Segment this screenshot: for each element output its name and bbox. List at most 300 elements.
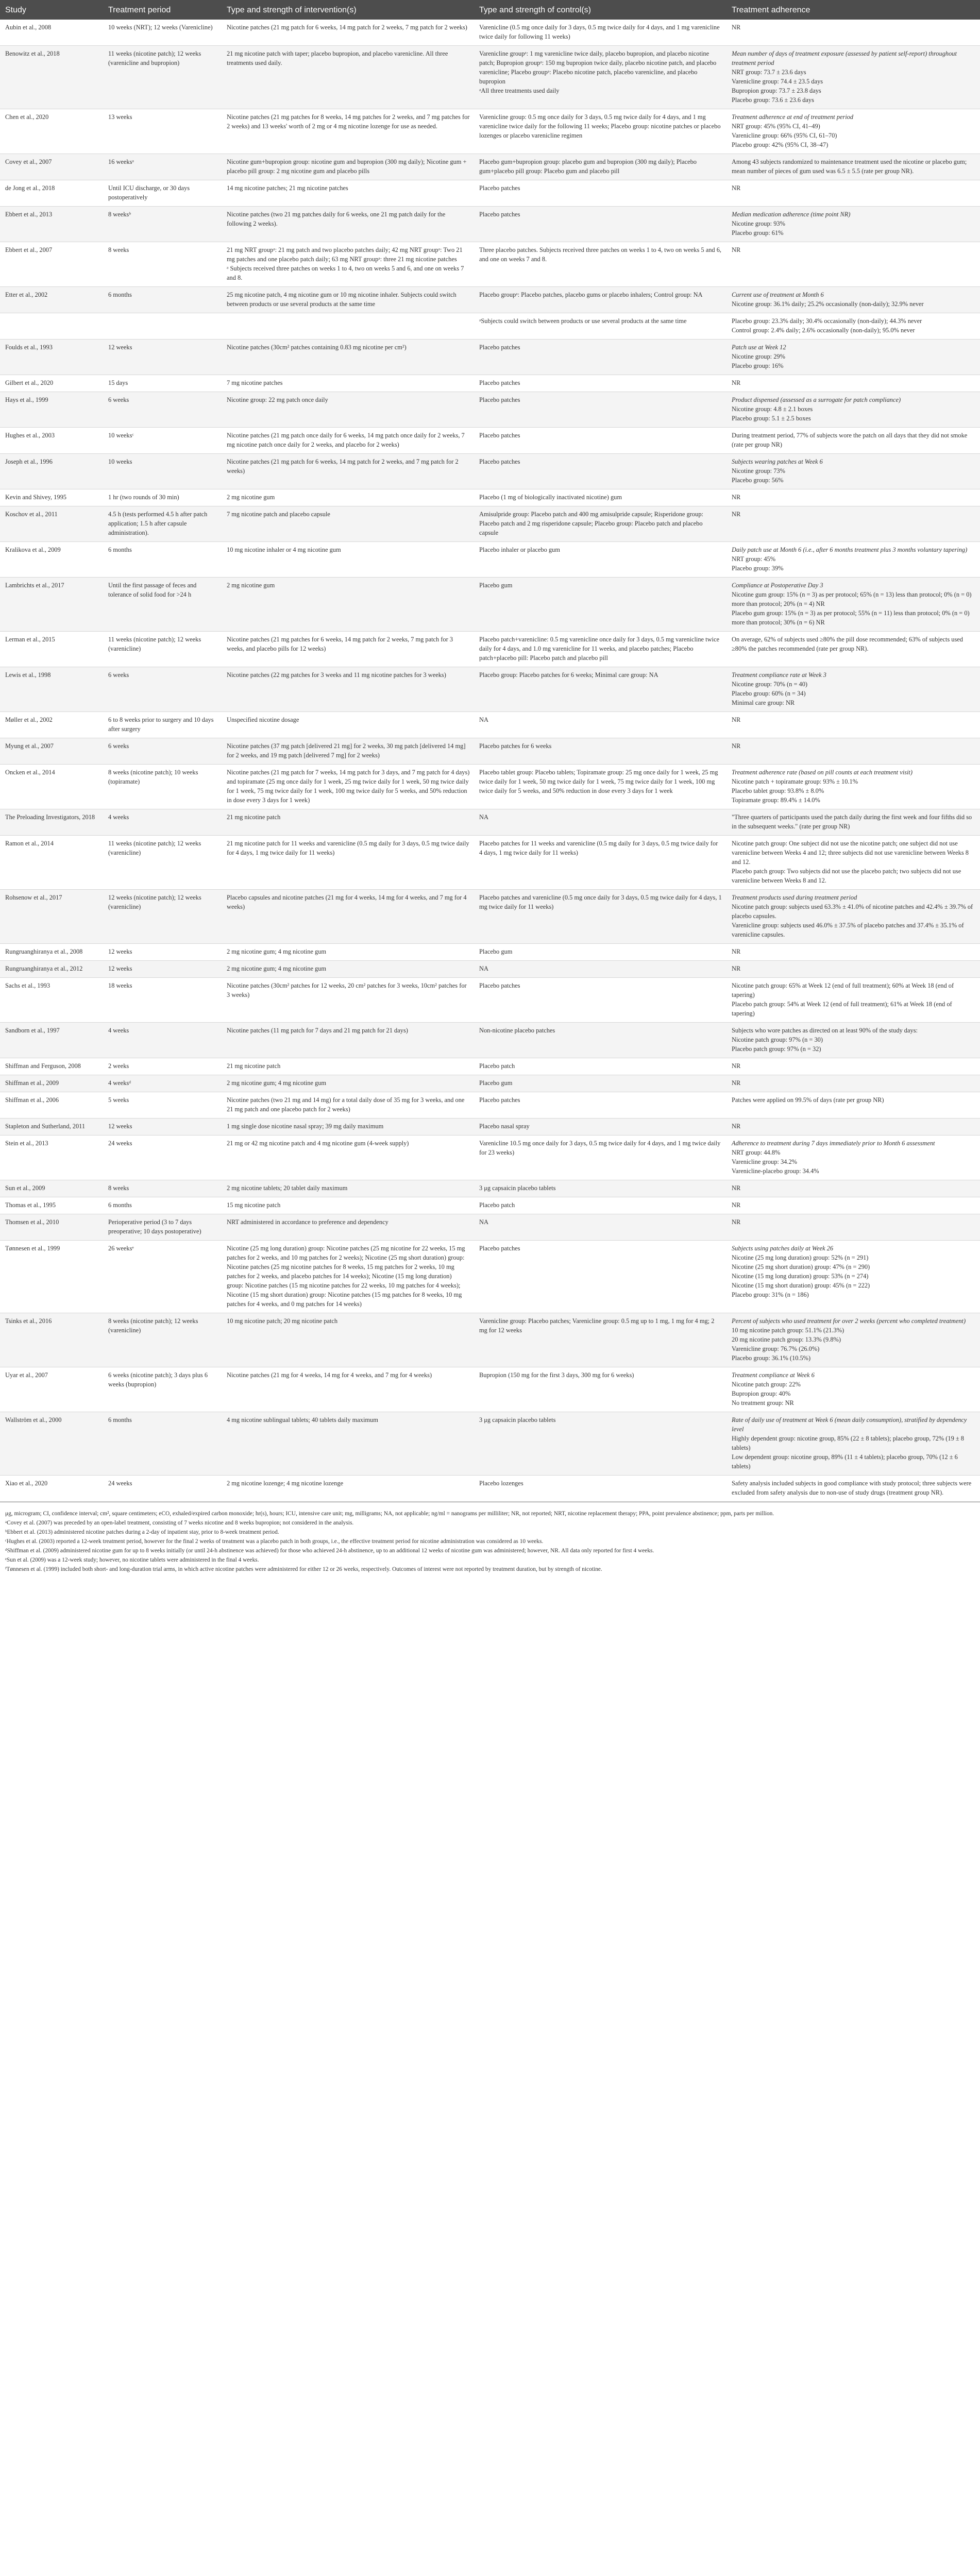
table-row bbox=[0, 506, 980, 542]
header-adherence: Treatment adherence bbox=[726, 0, 980, 20]
adherence-line: Nicotine group: 70% (n = 40) bbox=[732, 681, 808, 688]
cell-treatment-period: 2 weeks bbox=[103, 1058, 222, 1075]
cell-treatment-period: 26 weeksᵉ bbox=[103, 1241, 222, 1313]
cell-intervention: 14 mg nicotine patches; 21 mg nicotine patches bbox=[222, 180, 474, 207]
cell-control: ᵃSubjects could switch between products or use several products at the same time bbox=[474, 313, 726, 340]
adherence-line: Adherence to treatment during 7 days immediately prior to Month 6 assessment bbox=[732, 1140, 935, 1147]
cell-intervention: 21 mg nicotine patch bbox=[222, 809, 474, 836]
cell-intervention: 10 mg nicotine inhaler or 4 mg nicotine gum bbox=[222, 542, 474, 578]
table-row bbox=[0, 1136, 980, 1180]
cell-intervention: Nicotine patches (21 mg patches for 6 weeks, 14 mg patch for 2 weeks, 7 mg patch for 3 weeks, and placebo pills for 12 weeks) bbox=[222, 632, 474, 667]
cell-intervention bbox=[222, 313, 474, 340]
cell-intervention: Nicotine (25 mg long duration) group: Nicotine patches (25 mg nicotine for 22 weeks, 15 mg patches for 2 weeks, and 10 mg patches for 2 weeks); Nicotine (25 mg short duration) group: Nicotine patches (25 mg nicotine patches for 8 weeks, 15 mg patches for 2 weeks, 10 mg patches for 2 weeks, and placebo patches for 14 weeks); Nicotine (15 mg long duration) group: Nicotine patches (15 mg nicotine patches for 22 weeks, 10 mg patches for 4 weeks); Nicotine (15 mg short duration) group: Nicotine patches (15 mg patches for 8 weeks, 10 mg patches for 4 weeks, and 0 mg patches for 14 weeks) bbox=[222, 1241, 474, 1313]
cell-control: Placebo gum bbox=[474, 1075, 726, 1092]
cell-treatment-period: 24 weeks bbox=[103, 1476, 222, 1502]
adherence-line: NRT group: 45% (95% CI, 41–49) bbox=[732, 123, 820, 130]
cell-control: Varenicline group: Placebo patches; Varenicline group: 0.5 mg up to 1 mg, 1 mg for 4 mg; 2 mg for 12 weeks bbox=[474, 1313, 726, 1367]
cell-study: Thomas et al., 1995 bbox=[0, 1197, 103, 1214]
cell-treatment-period: 8 weeks (nicotine patch); 10 weeks (topiramate) bbox=[103, 765, 222, 809]
cell-adherence bbox=[726, 1075, 980, 1092]
adherence-line: NRT group: 45% bbox=[732, 555, 776, 563]
adherence-line: Rate of daily use of treatment at Week 6 (mean daily consumption), stratified by dependency level bbox=[732, 1416, 967, 1433]
table-row bbox=[0, 944, 980, 961]
cell-study: Møller et al., 2002 bbox=[0, 712, 103, 738]
cell-treatment-period: 4 weeks bbox=[103, 1023, 222, 1058]
adherence-line: Product dispensed (assessed as a surrogate for patch compliance) bbox=[732, 396, 901, 403]
table-row bbox=[0, 1023, 980, 1058]
cell-adherence bbox=[726, 1197, 980, 1214]
cell-control: Placebo patches for 11 weeks and varenicline (0.5 mg daily for 3 days, 0.5 mg twice daily for 4 days, 1 mg twice daily for 11 weeks) bbox=[474, 836, 726, 890]
cell-adherence bbox=[726, 20, 980, 46]
cell-study: Sachs et al., 1993 bbox=[0, 978, 103, 1023]
cell-adherence bbox=[726, 154, 980, 180]
footnote: ᵇEbbert et al. (2013) administered nicotine patches during a 2-day of inpatient stay, prior to 8-week treatment period. bbox=[5, 1529, 279, 1535]
cell-treatment-period: 10 weeksᶜ bbox=[103, 428, 222, 454]
cell-intervention: 2 mg nicotine gum bbox=[222, 578, 474, 632]
cell-treatment-period: Until the first passage of feces and tolerance of solid food for >24 h bbox=[103, 578, 222, 632]
cell-control: Placebo patches for 6 weeks bbox=[474, 738, 726, 765]
adherence-line: NR bbox=[732, 948, 741, 955]
adherence-line: NR bbox=[732, 716, 741, 723]
footnote: ᵈShiffman et al. (2009) administered nicotine gum for up to 8 weeks initially (or until 24-h abstinence was achieved) for those who achieved 24-h abstinence, up to an additional 12 weeks of nicotine gum was administered; however, NR. All data only reported for first 4 weeks. bbox=[5, 1548, 654, 1554]
cell-intervention: Nicotine group: 22 mg patch once daily bbox=[222, 392, 474, 428]
cell-adherence bbox=[726, 1118, 980, 1136]
adherence-line: Placebo patch group: 97% (n = 32) bbox=[732, 1045, 821, 1053]
table-row bbox=[0, 340, 980, 375]
cell-control: Varenicline 10.5 mg once daily for 3 days, 0.5 mg twice daily for 4 days, and 1 mg twice daily for 23 weeks) bbox=[474, 1136, 726, 1180]
cell-adherence bbox=[726, 961, 980, 978]
cell-study: Ramon et al., 2014 bbox=[0, 836, 103, 890]
cell-adherence bbox=[726, 978, 980, 1023]
cell-intervention: Nicotine gum+bupropion group: nicotine gum and bupropion (300 mg daily); Nicotine gum + placebo pill group: 2 mg nicotine gum and placebo pills bbox=[222, 154, 474, 180]
cell-study: Lambrichts et al., 2017 bbox=[0, 578, 103, 632]
cell-adherence bbox=[726, 944, 980, 961]
cell-control: Placebo patches and varenicline (0.5 mg once daily for 3 days, 0.5 mg twice daily for 4 days, 1 mg twice daily for 11 weeks) bbox=[474, 890, 726, 944]
cell-treatment-period: 15 days bbox=[103, 375, 222, 392]
table-row bbox=[0, 20, 980, 46]
cell-control: Placebo patches bbox=[474, 428, 726, 454]
table-row bbox=[0, 632, 980, 667]
cell-control: Placebo patches bbox=[474, 180, 726, 207]
adherence-line: Current use of treatment at Month 6 bbox=[732, 291, 824, 298]
cell-intervention: 21 mg or 42 mg nicotine patch and 4 mg nicotine gum (4-week supply) bbox=[222, 1136, 474, 1180]
cell-study bbox=[0, 313, 103, 340]
cell-study: Uyar et al., 2007 bbox=[0, 1367, 103, 1412]
cell-control: Placebo patches bbox=[474, 375, 726, 392]
cell-intervention: Nicotine patches (21 mg for 4 weeks, 14 mg for 4 weeks, and 7 mg for 4 weeks) bbox=[222, 1367, 474, 1412]
cell-treatment-period: 4 weeksᵈ bbox=[103, 1075, 222, 1092]
cell-control: Varenicline group: 0.5 mg once daily for 3 days, 0.5 mg twice daily for 4 days, and 1 mg varenicline twice daily for the following 11 weeks; Placebo group: nicotine patches or placebo lozenges or placebo varenicline regimen bbox=[474, 109, 726, 154]
cell-intervention: 4 mg nicotine sublingual tablets; 40 tablets daily maximum bbox=[222, 1412, 474, 1476]
adherence-line: Placebo patch group: 54% at Week 12 (end of full treatment); 61% at Week 18 (end of tapering) bbox=[732, 1001, 952, 1017]
adherence-line: Placebo group: 5.1 ± 2.5 boxes bbox=[732, 415, 811, 422]
cell-treatment-period: 6 months bbox=[103, 542, 222, 578]
cell-treatment-period: 6 weeks bbox=[103, 738, 222, 765]
adherence-line: Compliance at Postoperative Day 3 bbox=[732, 582, 823, 589]
cell-intervention: 2 mg nicotine lozenge; 4 mg nicotine lozenge bbox=[222, 1476, 474, 1502]
cell-adherence bbox=[726, 738, 980, 765]
footnote: ᶜHughes et al. (2003) reported a 12-week treatment period, however for the final 2 weeks of treatment was a placebo patch in both groups, i.e., the effective treatment period for nicotine administration was considered as 10 weeks. bbox=[5, 1538, 544, 1545]
adherence-line: NR bbox=[732, 742, 741, 750]
cell-control: 3 μg capsaicin placebo tablets bbox=[474, 1412, 726, 1476]
cell-control: Three placebo patches. Subjects received three patches on weeks 1 to 4, two on weeks 5 and 6, and one on weeks 7 and 8. bbox=[474, 242, 726, 287]
adherence-line: Varenicline group: 34.2% bbox=[732, 1158, 797, 1165]
cell-study: Foulds et al., 1993 bbox=[0, 340, 103, 375]
cell-adherence bbox=[726, 1476, 980, 1502]
cell-study: Rohsenow et al., 2017 bbox=[0, 890, 103, 944]
cell-adherence bbox=[726, 1180, 980, 1197]
cell-study: Hays et al., 1999 bbox=[0, 392, 103, 428]
adherence-line: Placebo group: 31% (n = 186) bbox=[732, 1291, 809, 1298]
table-row bbox=[0, 1412, 980, 1476]
adherence-line: Nicotine (15 mg short duration) group: 45% (n = 222) bbox=[732, 1282, 870, 1289]
cell-control: Placebo patches bbox=[474, 1241, 726, 1313]
cell-control: Placebo patch bbox=[474, 1058, 726, 1075]
adherence-line: Percent of subjects who used treatment for over 2 weeks (percent who completed treatment) bbox=[732, 1317, 966, 1325]
table-body bbox=[0, 20, 980, 1502]
cell-intervention: Nicotine patches (21 mg patch for 7 weeks, 14 mg patch for 3 days, and 7 mg patch for 4 days) and topiramate (25 mg once daily for 1 week, 25 mg twice daily for 1 week, 50 mg twice daily for 1 week, 75 mg twice daily for 1 week, 100 mg twice daily for 5 weeks, and 50% reduction in dose every 3 days for 1 week) bbox=[222, 765, 474, 809]
adherence-line: Nicotine group: 73% bbox=[732, 467, 785, 474]
header-intervention: Type and strength of intervention(s) bbox=[222, 0, 474, 20]
table-header-row bbox=[0, 0, 980, 20]
cell-study: Lewis et al., 1998 bbox=[0, 667, 103, 712]
cell-intervention: Nicotine patches (22 mg patches for 3 weeks and 11 mg nicotine patches for 3 weeks) bbox=[222, 667, 474, 712]
table-row bbox=[0, 109, 980, 154]
cell-treatment-period: 8 weeks (nicotine patch); 12 weeks (varenicline) bbox=[103, 1313, 222, 1367]
cell-intervention: 21 mg nicotine patch with taper; placebo bupropion, and placebo varenicline. All three treatments used daily. bbox=[222, 46, 474, 109]
cell-control: Placebo patches bbox=[474, 207, 726, 242]
cell-control: Placebo gum bbox=[474, 944, 726, 961]
adherence-line: Subjects using patches daily at Week 26 bbox=[732, 1245, 834, 1252]
cell-control: Placebo patches bbox=[474, 340, 726, 375]
cell-treatment-period: 12 weeks bbox=[103, 944, 222, 961]
cell-adherence bbox=[726, 578, 980, 632]
adherence-line: NR bbox=[732, 1184, 741, 1192]
adherence-line: Nicotine group: 93% bbox=[732, 220, 785, 227]
cell-study: Thomsen et al., 2010 bbox=[0, 1214, 103, 1241]
adherence-line: Treatment adherence rate (based on pill counts at each treatment visit) bbox=[732, 769, 913, 776]
cell-control: Placebo lozenges bbox=[474, 1476, 726, 1502]
cell-adherence bbox=[726, 180, 980, 207]
footnote: μg, microgram; CI, confidence interval; cm², square centimeters; eCO, exhaled/expired carbon monoxide; hr(s), hours; ICU, intensive care unit; mg, milligrams; NA, not applicable; ng/ml = nanograms per milliliter; NR, not reported; NRT, nicotine replacement therapy; PPA, point prevalence abstinence; ppm, parts per million. bbox=[5, 1511, 774, 1517]
adherence-line: Placebo patch group: Two subjects did not use the placebo patch; two subjects did not use varenicline between Weeks 8 and 12. bbox=[732, 868, 961, 884]
footnote: ᵉSun et al. (2009) was a 12-week study; however, no nicotine tablets were administered in the final 4 weeks. bbox=[5, 1557, 259, 1563]
adherence-line: NR bbox=[732, 1079, 741, 1087]
cell-treatment-period bbox=[103, 313, 222, 340]
cell-intervention: 21 mg nicotine patch bbox=[222, 1058, 474, 1075]
adherence-line: Placebo group: 39% bbox=[732, 565, 784, 572]
cell-study: Wallström et al., 2000 bbox=[0, 1412, 103, 1476]
adherence-line: Low dependent group: nicotine group, 89% (11 ± 4 tablets); placebo group, 70% (12 ± 6 tablets) bbox=[732, 1453, 958, 1470]
cell-control: NA bbox=[474, 712, 726, 738]
cell-intervention: Nicotine patches (30cm² patches containing 0.83 mg nicotine per cm²) bbox=[222, 340, 474, 375]
cell-intervention: 2 mg nicotine gum bbox=[222, 489, 474, 506]
cell-study: Shiffman et al., 2006 bbox=[0, 1092, 103, 1118]
cell-control: Placebo tablet group: Placebo tablets; Topiramate group: 25 mg once daily for 1 week, 25 mg twice daily for 1 week, 50 mg twice daily for 1 week, 75 mg twice daily for 1 week, 100 mg twice daily for 5 weeks, and 50% reduction in dose every 3 days for 1 week bbox=[474, 765, 726, 809]
cell-control: NA bbox=[474, 809, 726, 836]
cell-intervention: 21 mg nicotine patch for 11 weeks and varenicline (0.5 mg daily for 3 days, 0.5 mg twice daily for 4 days, 1 mg twice daily for 11 weeks) bbox=[222, 836, 474, 890]
adherence-line: On average, 62% of subjects used ≥80% the pill dose recommended; 63% of subjects used ≥80% the patches recommended (rate per group NR). bbox=[732, 636, 963, 652]
adherence-line: Bupropion group: 73.7 ± 23.8 days bbox=[732, 87, 821, 94]
cell-study: Tønnesen et al., 1999 bbox=[0, 1241, 103, 1313]
adherence-line: Placebo gum group: 15% (n = 3) as per protocol; 55% (n = 11) less than protocol; 0% (n = 0) more than protocol; 30% (n = 6) NR bbox=[732, 609, 970, 626]
adherence-line: Nicotine gum group: 15% (n = 3) as per protocol; 65% (n = 13) less than protocol; 0% (n = 0) more than protocol; 20% (n = 4) NR bbox=[732, 591, 972, 607]
cell-treatment-period: 16 weeksᵃ bbox=[103, 154, 222, 180]
adherence-line: Nicotine patch + topiramate group: 93% ± 10.1% bbox=[732, 778, 858, 785]
cell-control: Placebo patches bbox=[474, 454, 726, 489]
cell-adherence bbox=[726, 1367, 980, 1412]
cell-adherence bbox=[726, 392, 980, 428]
cell-adherence bbox=[726, 454, 980, 489]
table-row bbox=[0, 809, 980, 836]
cell-study: Sun et al., 2009 bbox=[0, 1180, 103, 1197]
cell-study: Hughes et al., 2003 bbox=[0, 428, 103, 454]
cell-treatment-period: 4.5 h (tests performed 4.5 h after patch application; 1.5 h after capsule administration). bbox=[103, 506, 222, 542]
cell-adherence bbox=[726, 313, 980, 340]
adherence-line: Nicotine group: 36.1% daily; 25.2% occasionally (non-daily); 32.9% never bbox=[732, 300, 924, 308]
cell-adherence bbox=[726, 242, 980, 287]
cell-control: Placebo groupᵃ: Placebo patches, placebo gums or placebo inhalers; Control group: NA bbox=[474, 287, 726, 313]
adherence-line: NR bbox=[732, 494, 741, 501]
cell-adherence bbox=[726, 340, 980, 375]
cell-control: Placebo patches bbox=[474, 392, 726, 428]
cell-treatment-period: Perioperative period (3 to 7 days preoperative; 10 days postoperative) bbox=[103, 1214, 222, 1241]
adherence-line: Placebo tablet group: 93.8% ± 8.0% bbox=[732, 787, 824, 794]
adherence-line: Highly dependent group: nicotine group, 85% (22 ± 8 tablets); placebo group, 72% (19 ± 8 tablets) bbox=[732, 1435, 964, 1451]
cell-treatment-period: 12 weeks bbox=[103, 340, 222, 375]
cell-study: Covey et al., 2007 bbox=[0, 154, 103, 180]
cell-treatment-period: 11 weeks (nicotine patch); 12 weeks (varenicline and bupropion) bbox=[103, 46, 222, 109]
cell-intervention: 10 mg nicotine patch; 20 mg nicotine patch bbox=[222, 1313, 474, 1367]
cell-intervention: Nicotine patches (37 mg patch [delivered 21 mg] for 2 weeks, 30 mg patch [delivered 14 mg] for 2 weeks, and 19 mg patch [delivered 7 mg] for 2 weeks) bbox=[222, 738, 474, 765]
adherence-line: Varenicline group: 76.7% (26.0%) bbox=[732, 1345, 820, 1352]
cell-adherence bbox=[726, 809, 980, 836]
cell-control: Varenicline groupᵃ: 1 mg varenicline twice daily, placebo bupropion, and placebo nicotine patch; Bupropion groupᵃ: 150 mg bupropion twice daily, placebo nicotine patch, and placebo varenicline; Placebo groupᵃ: Placebo nicotine patch, placebo varenicline, and placebo bupropion ᵃAll three treatments used daily bbox=[474, 46, 726, 109]
cell-adherence bbox=[726, 632, 980, 667]
table-row bbox=[0, 207, 980, 242]
cell-study: Etter et al., 2002 bbox=[0, 287, 103, 313]
table-row bbox=[0, 1075, 980, 1092]
cell-intervention: 2 mg nicotine gum; 4 mg nicotine gum bbox=[222, 961, 474, 978]
adherence-line: Daily patch use at Month 6 (i.e., after 6 months treatment plus 3 months voluntary tapering) bbox=[732, 546, 968, 553]
header-control: Type and strength of control(s) bbox=[474, 0, 726, 20]
header-treatment-period: Treatment period bbox=[103, 0, 222, 20]
adherence-line: Patches were applied on 99.5% of days (rate per group NR) bbox=[732, 1096, 884, 1104]
cell-intervention: 2 mg nicotine gum; 4 mg nicotine gum bbox=[222, 944, 474, 961]
table-row bbox=[0, 489, 980, 506]
cell-intervention: Nicotine patches (21 mg patch once daily for 6 weeks, 14 mg patch once daily for 2 weeks, 7 mg nicotine patch once daily for 2 weeks, and placebo for 2 weeks) bbox=[222, 428, 474, 454]
cell-treatment-period: 13 weeks bbox=[103, 109, 222, 154]
cell-treatment-period: 24 weeks bbox=[103, 1136, 222, 1180]
cell-study: Stein et al., 2013 bbox=[0, 1136, 103, 1180]
table-row bbox=[0, 154, 980, 180]
cell-study: Sandborn et al., 1997 bbox=[0, 1023, 103, 1058]
adherence-line: Treatment compliance at Week 6 bbox=[732, 1371, 815, 1379]
cell-study: Shiffman and Ferguson, 2008 bbox=[0, 1058, 103, 1075]
table-row bbox=[0, 375, 980, 392]
cell-intervention: 25 mg nicotine patch, 4 mg nicotine gum or 10 mg nicotine inhaler. Subjects could switch between products or use several products at the same time bbox=[222, 287, 474, 313]
table-row bbox=[0, 1118, 980, 1136]
adherence-line: Varenicline group: 66% (95% CI, 61–70) bbox=[732, 132, 837, 139]
cell-control: Placebo patch+varenicline: 0.5 mg varenicline once daily for 3 days, 0.5 mg varenicline twice daily for 4 days, and 1.0 mg varenicline for 11 weeks, and placebo patches; Placebo patch+placebo pill: Placebo patch and placebo pill bbox=[474, 632, 726, 667]
cell-intervention: Nicotine patches (two 21 mg patches daily for 6 weeks, one 21 mg patch daily for the following 2 weeks). bbox=[222, 207, 474, 242]
adherence-line: Mean number of days of treatment exposure (assessed by patient self-report) throughout treatment period bbox=[732, 50, 957, 66]
table-row bbox=[0, 392, 980, 428]
adherence-line: Varenicline-placebo group: 34.4% bbox=[732, 1167, 819, 1175]
table-row bbox=[0, 313, 980, 340]
table-row bbox=[0, 46, 980, 109]
table-row bbox=[0, 542, 980, 578]
cell-study: Ebbert et al., 2013 bbox=[0, 207, 103, 242]
adherence-line: Nicotine patch group: 22% bbox=[732, 1381, 801, 1388]
cell-study: Koschov et al., 2011 bbox=[0, 506, 103, 542]
adherence-line: NR bbox=[732, 1201, 741, 1209]
cell-adherence bbox=[726, 1412, 980, 1476]
adherence-line: Nicotine group: 29% bbox=[732, 353, 785, 360]
cell-adherence bbox=[726, 428, 980, 454]
cell-treatment-period: 10 weeks bbox=[103, 454, 222, 489]
cell-intervention: Nicotine patches (two 21 mg and 14 mg) for a total daily dose of 35 mg for 3 weeks, and one 21 mg patch and one placebo patch for 2 weeks) bbox=[222, 1092, 474, 1118]
cell-treatment-period: 6 months bbox=[103, 1412, 222, 1476]
table-row bbox=[0, 242, 980, 287]
table-row bbox=[0, 1313, 980, 1367]
table-row bbox=[0, 1092, 980, 1118]
cell-intervention: Nicotine patches (11 mg patch for 7 days and 21 mg patch for 21 days) bbox=[222, 1023, 474, 1058]
cell-control: NA bbox=[474, 961, 726, 978]
cell-adherence bbox=[726, 287, 980, 313]
cell-study: Chen et al., 2020 bbox=[0, 109, 103, 154]
cell-study: Kralikova et al., 2009 bbox=[0, 542, 103, 578]
adherence-line: Safety analysis included subjects in good compliance with study protocol; three subjects were excluded from safety analysis due to non-use of study drugs (treatment group NR). bbox=[732, 1480, 972, 1496]
table-row bbox=[0, 428, 980, 454]
cell-treatment-period: 6 to 8 weeks prior to surgery and 10 days after surgery bbox=[103, 712, 222, 738]
table-row bbox=[0, 1180, 980, 1197]
adherence-line: NR bbox=[732, 184, 741, 192]
adherence-line: Bupropion group: 40% bbox=[732, 1390, 791, 1397]
table-row bbox=[0, 578, 980, 632]
adherence-line: NR bbox=[732, 1123, 741, 1130]
adherence-line: NRT group: 73.7 ± 23.6 days bbox=[732, 69, 806, 76]
footnote: ᶠTønnesen et al. (1999) included both short- and long-duration trial arms, in which active nicotine patches were administered for either 12 or 26 weeks, respectively. Outcomes of interest were not reported by treatment duration, but by strength of nicotine. bbox=[5, 1566, 602, 1572]
cell-treatment-period: 12 weeks bbox=[103, 1118, 222, 1136]
cell-study: Xiao et al., 2020 bbox=[0, 1476, 103, 1502]
adherence-line: NRT group: 44.8% bbox=[732, 1149, 781, 1156]
cell-control: Placebo group: Placebo patches for 6 weeks; Minimal care group: NA bbox=[474, 667, 726, 712]
cell-study: de Jong et al., 2018 bbox=[0, 180, 103, 207]
cell-study: Joseph et al., 1996 bbox=[0, 454, 103, 489]
cell-intervention: 7 mg nicotine patch and placebo capsule bbox=[222, 506, 474, 542]
cell-treatment-period: 8 weeks bbox=[103, 242, 222, 287]
cell-treatment-period: 11 weeks (nicotine patch); 12 weeks (varenicline) bbox=[103, 632, 222, 667]
cell-treatment-period: 6 months bbox=[103, 287, 222, 313]
adherence-line: Placebo group: 16% bbox=[732, 362, 784, 369]
table-row bbox=[0, 287, 980, 313]
adherence-line: NR bbox=[732, 24, 741, 31]
cell-study: Benowitz et al., 2018 bbox=[0, 46, 103, 109]
cell-adherence bbox=[726, 46, 980, 109]
cell-control: Placebo patches bbox=[474, 978, 726, 1023]
adherence-line: During treatment period, 77% of subjects wore the patch on all days that they did not smoke (rate per group NR) bbox=[732, 432, 968, 448]
adherence-line: Varenicline group: subjects used 46.0% ± 37.5% of placebo patches and 37.4% ± 35.1% of varenicline capsules. bbox=[732, 922, 964, 938]
adherence-line: Nicotine (15 mg long duration) group: 53% (n = 274) bbox=[732, 1273, 869, 1280]
adherence-line: Placebo group: 36.1% (10.5%) bbox=[732, 1354, 811, 1362]
cell-adherence bbox=[726, 765, 980, 809]
cell-control: Amisulpride group: Placebo patch and 400 mg amisulpride capsule; Risperidone group: Placebo patch and 2 mg risperidone capsule; Placebo group: Placebo patch and placebo capsule bbox=[474, 506, 726, 542]
adherence-line: Placebo group: 42% (95% CI, 38–47) bbox=[732, 141, 829, 148]
cell-intervention: Nicotine patches (21 mg patch for 6 weeks, 14 mg patch for 2 weeks, 7 mg patch for 2 weeks) bbox=[222, 20, 474, 46]
cell-adherence bbox=[726, 109, 980, 154]
footnote: ᵃCovey et al. (2007) was preceded by an open-label treatment, consisting of 7 weeks nicotine and 8 weeks bupropion; not considered in the analysis. bbox=[5, 1520, 354, 1526]
cell-control: Non-nicotine placebo patches bbox=[474, 1023, 726, 1058]
cell-treatment-period: 10 weeks (NRT); 12 weeks (Varenicline) bbox=[103, 20, 222, 46]
cell-control: Placebo patch bbox=[474, 1197, 726, 1214]
cell-study: Stapleton and Sutherland, 2011 bbox=[0, 1118, 103, 1136]
cell-adherence bbox=[726, 890, 980, 944]
cell-intervention: Nicotine patches (30cm² patches for 12 weeks, 20 cm² patches for 3 weeks, 10cm² patches for 3 weeks) bbox=[222, 978, 474, 1023]
table-row bbox=[0, 765, 980, 809]
cell-adherence bbox=[726, 1241, 980, 1313]
table-row bbox=[0, 1367, 980, 1412]
cell-study: Rungruanghiranya et al., 2008 bbox=[0, 944, 103, 961]
cell-intervention: 2 mg nicotine tablets; 20 tablet daily maximum bbox=[222, 1180, 474, 1197]
cell-control: 3 μg capsaicin placebo tablets bbox=[474, 1180, 726, 1197]
cell-control: Placebo (1 mg of biologically inactivated nicotine) gum bbox=[474, 489, 726, 506]
cell-control: Placebo gum+bupropion group: placebo gum and bupropion (300 mg daily); Placebo gum+placebo pill group: Placebo gum and placebo pill bbox=[474, 154, 726, 180]
adherence-line: Subjects wearing patches at Week 6 bbox=[732, 458, 823, 465]
adherence-line: Placebo group: 60% (n = 34) bbox=[732, 690, 806, 697]
cell-treatment-period: 6 months bbox=[103, 1197, 222, 1214]
table-row bbox=[0, 738, 980, 765]
cell-treatment-period: 1 hr (two rounds of 30 min) bbox=[103, 489, 222, 506]
adherence-line: Placebo group: 23.3% daily; 30.4% occasionally (non-daily); 44.3% never bbox=[732, 317, 922, 325]
cell-treatment-period: Until ICU discharge, or 30 days postoperatively bbox=[103, 180, 222, 207]
cell-intervention: 2 mg nicotine gum; 4 mg nicotine gum bbox=[222, 1075, 474, 1092]
table-row bbox=[0, 1241, 980, 1313]
table-footnotes bbox=[0, 1502, 980, 1580]
cell-intervention: NRT administered in accordance to preference and dependency bbox=[222, 1214, 474, 1241]
table-row bbox=[0, 1058, 980, 1075]
cell-adherence bbox=[726, 1313, 980, 1367]
adherence-line: Placebo group: 56% bbox=[732, 477, 784, 484]
table-row bbox=[0, 1476, 980, 1502]
adherence-line: Placebo group: 61% bbox=[732, 229, 784, 236]
cell-study: Ebbert et al., 2007 bbox=[0, 242, 103, 287]
adherence-line: "Three quarters of participants used the patch daily during the first week and four fifths did so in the subsequent weeks." (rate per group NR) bbox=[732, 814, 972, 830]
table-row bbox=[0, 454, 980, 489]
adherence-line: NR bbox=[732, 965, 741, 972]
cell-adherence bbox=[726, 836, 980, 890]
cell-study: Tsinks et al., 2016 bbox=[0, 1313, 103, 1367]
cell-treatment-period: 5 weeks bbox=[103, 1092, 222, 1118]
cell-adherence bbox=[726, 1023, 980, 1058]
cell-treatment-period: 6 weeks bbox=[103, 667, 222, 712]
cell-intervention: 21 mg NRT groupᵃ: 21 mg patch and two placebo patches daily; 42 mg NRT groupᵃ: Two 21 mg patches and one placebo patch daily; 63 mg NRT groupᵃ: three 21 mg nicotine patches ᵃ Subjects received three patches on weeks 1 to 4, two on weeks 5 and 6, and one on weeks 7 and 8. bbox=[222, 242, 474, 287]
table-row bbox=[0, 180, 980, 207]
adherence-line: Topiramate group: 89.4% ± 14.0% bbox=[732, 796, 820, 804]
adherence-line: Nicotine patch group: subjects used 63.3% ± 41.0% of nicotine patches and 42.4% ± 39.7% of placebo capsules. bbox=[732, 903, 973, 920]
table-row bbox=[0, 1214, 980, 1241]
cell-study: Kevin and Shivey, 1995 bbox=[0, 489, 103, 506]
cell-adherence bbox=[726, 542, 980, 578]
adherence-line: No treatment group: NR bbox=[732, 1399, 794, 1406]
table-row bbox=[0, 978, 980, 1023]
table-row bbox=[0, 1197, 980, 1214]
adherence-line: 10 mg nicotine patch group: 51.1% (21.3%) bbox=[732, 1327, 844, 1334]
cell-study: Myung et al., 2007 bbox=[0, 738, 103, 765]
cell-adherence bbox=[726, 207, 980, 242]
cell-intervention: Placebo capsules and nicotine patches (21 mg for 4 weeks, 14 mg for 4 weeks, and 7 mg for 4 weeks) bbox=[222, 890, 474, 944]
cell-treatment-period: 12 weeks (nicotine patch); 12 weeks (varenicline) bbox=[103, 890, 222, 944]
